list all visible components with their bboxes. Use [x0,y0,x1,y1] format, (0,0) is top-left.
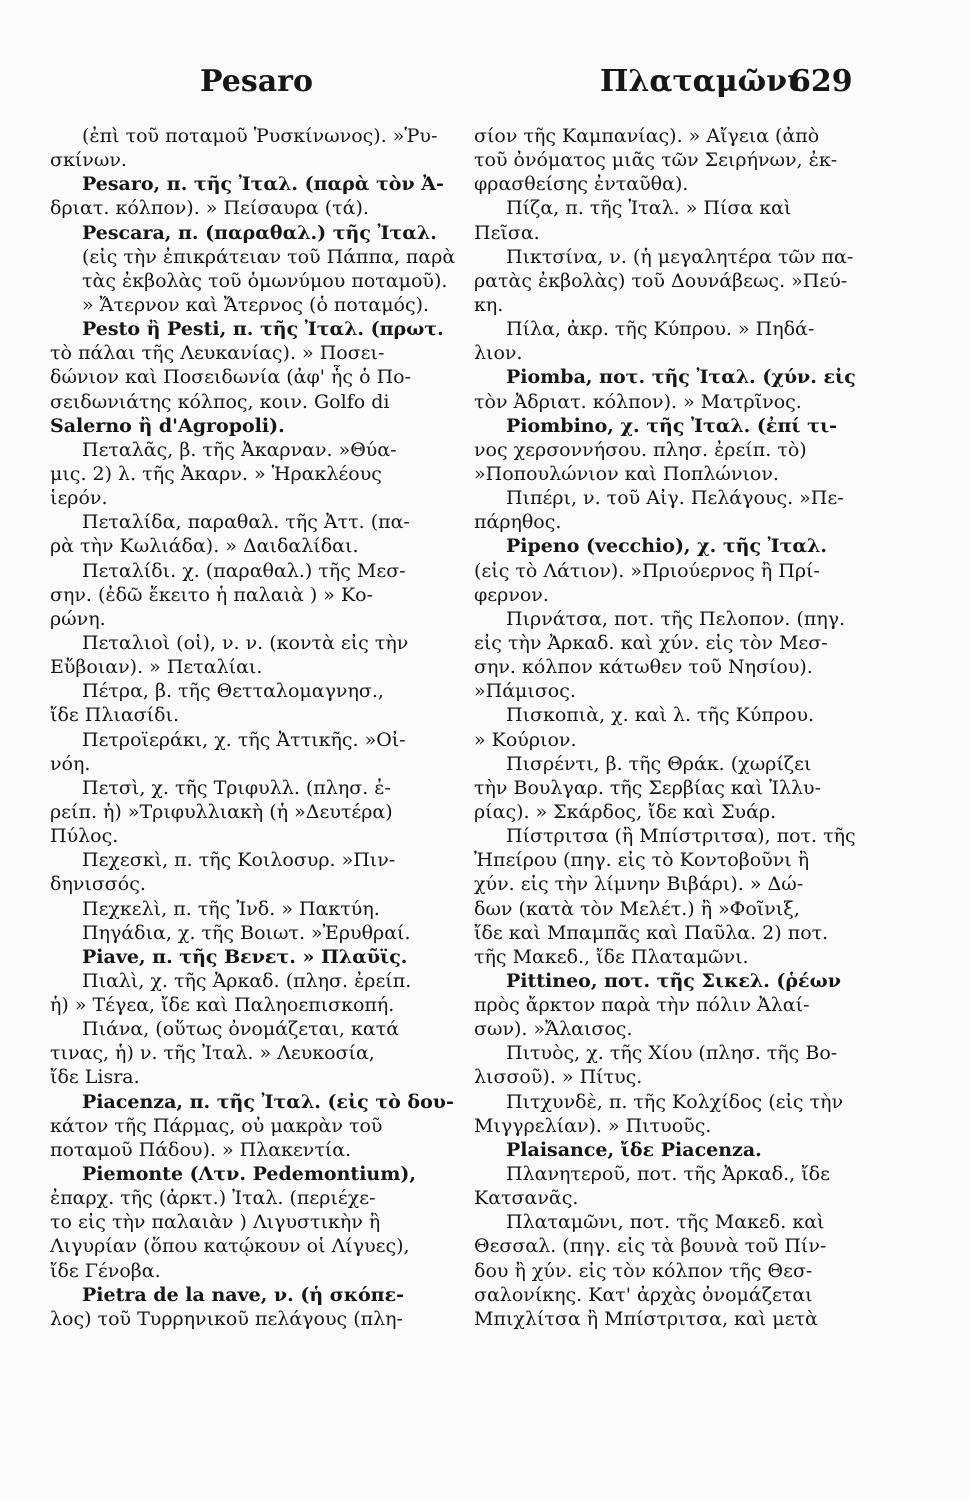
right-column-line: τῆς Μακεδ., ἴδε Πλαταμῶνι. [474,945,749,968]
left-column-line: Pietra de la nave, ν. (ἡ σκόπε- [82,1283,405,1306]
left-column-line: ρείπ. ἡ) »Τριφυλλιακὴ (ἡ »Δευτέρα) [50,800,393,823]
left-column-line: το εἰς τὴν παλαιὰν ) Λιγυστικὴν ἢ [50,1211,381,1234]
right-column-line: Piombino, χ. τῆς Ἰταλ. (ἐπί τι- [506,414,838,437]
right-column-line: Piomba, ποτ. τῆς Ἰταλ. (χύν. εἰς [506,366,856,389]
right-column-line: Pipeno (vecchio), χ. τῆς Ἰταλ. [506,535,827,558]
left-column-line: ρὰ τὴν Κωλιάδα). » Δαιδαλίδαι. [50,535,359,558]
right-column-line: νος χερσοννήσου. πλησ. ἐρείπ. τὸ) [474,438,807,461]
left-column-line: (εἰς τὴν ἐπικράτειαν τοῦ Πάππα, παρὰ [82,245,456,268]
left-column-line: τὸ πάλαι τῆς Λευκανίας). » Ποσει- [50,342,385,365]
left-column-line: τὰς ἐκβολὰς τοῦ ὁμωνύμου ποταμοῦ). [82,269,448,292]
left-column-line: Piemonte (Λτν. Pedemontium), [82,1163,416,1186]
right-column-line: Πιτυὸς, χ. τῆς Χίου (πλησ. τῆς Βο- [506,1042,838,1065]
left-column-line: Πεταλᾶς, β. τῆς Ἀκαρναν. »Θύα- [82,438,397,461]
left-column-line: Εὔβοιαν). » Πεταλίαι. [50,656,263,679]
page-header [0,64,970,114]
left-column-line: δηνισσός. [50,873,146,896]
left-column-line: ρώνη. [50,607,106,630]
right-column-line: δων (κατὰ τὸν Μελέτ.) ἢ »Φοῖνιξ, [474,897,800,920]
left-column-line: Piacenza, π. τῆς Ἰταλ. (εἰς τὸ δου- [82,1090,454,1113]
page-number: 629 [790,64,853,99]
right-column-line: Μπιχλίτσα ἢ Μπίστριτσα, καὶ μετὰ [474,1307,818,1330]
right-column-line: κη. [474,293,504,316]
left-column [50,124,465,1331]
left-column-line: Πιαλὶ, χ. τῆς Ἀρκαδ. (πλησ. ἐρείπ. [82,969,412,992]
right-column-line: »Ποπουλώνιον καὶ Ποπλώνιον. [474,462,779,485]
right-column-line: πρὸς ἄρκτον παρὰ τὴν πόλιν Ἀλαί- [474,994,810,1017]
right-column-line: Ἠπείρου (πηγ. εἰς τὸ Κοντοβοῦνι ἢ [474,849,810,872]
left-column-line: Πύλος. [50,825,119,848]
left-column-line: νόη. [50,752,91,775]
right-column-line: Πικτσίνα, ν. (ἡ μεγαλητέρα τῶν πα- [506,245,854,268]
right-column-line: τὴν Βουλγαρ. τῆς Σερβίας καὶ Ἰλλυ- [474,776,822,799]
right-column-line: Μιγγρελίαν). » Πιτυοῦς. [474,1114,712,1137]
left-column-line: Πετσὶ, χ. τῆς Τριφυλλ. (πλησ. ἐ- [82,776,391,799]
right-column-line: σαλονίκης. Κατ' ἀρχὰς ὀνομάζεται [474,1283,813,1306]
right-column-line: Πίζα, π. τῆς Ἰταλ. » Πίσα καὶ [506,197,792,220]
left-column-line: ἴδε Lisra. [50,1066,140,1089]
right-column [474,124,874,1331]
right-column-line: σην. κόλπον κάτωθεν τοῦ Νησίου). [474,656,813,679]
right-column-line: τὸν Ἀδριατ. κόλπον). » Ματρῖνος. [474,390,802,413]
left-column-line: Pesto ἢ Pesti, π. τῆς Ἰταλ. (πρωτ. [82,318,444,341]
right-column-line: Πίστριτσα (ἢ Μπίστριτσα), ποτ. τῆς [506,825,856,848]
left-column-line: Πεταλιοὶ (οἱ), ν. ν. (κοντὰ εἰς τὴν [82,631,409,654]
left-column-line: Λιγυρίαν (ὅπου κατῴκουν οἱ Λίγυες), [50,1235,410,1258]
left-column-line: Pescara, π. (παραθαλ.) τῆς Ἰταλ. [82,221,437,244]
right-column-line: Πιπέρι, ν. τοῦ Αἰγ. Πελάγους. »Πε- [506,487,844,510]
left-column-line: κάτον τῆς Πάρμας, οὐ μακρὰν τοῦ [50,1114,383,1137]
right-column-line: (εἰς τὸ Λάτιον). »Πριούερνος ἢ Πρί- [474,559,820,582]
left-column-line: Salerno ἢ d'Agropoli). [50,414,285,437]
right-column-line: λιον. [474,342,523,365]
left-column-line: ποταμοῦ Πάδου). » Πλακεντία. [50,1138,352,1161]
left-column-line: ἱερόν. [50,487,108,510]
right-column-line: φρασθείσης ἐνταῦθα). [474,173,689,196]
right-column-line: Πίλα, ἀκρ. τῆς Κύπρου. » Πηδά- [506,318,815,341]
header-left-keyword: Pesaro [200,64,313,99]
left-column-line: Πέτρα, β. τῆς Θετταλομαγνησ., [82,680,384,703]
header-right-keyword: Πλαταμῶνι [600,64,802,99]
left-column-line: δώνιον καὶ Ποσειδωνία (ἀφ' ἧς ὁ Πο- [50,366,412,389]
left-column-line: τινας, ἡ) ν. τῆς Ἰταλ. » Λευκοσία, [50,1042,375,1065]
right-column-line: »Πάμισος. [474,680,576,703]
left-column-line: ἡ) » Τέγεα, ἴδε καὶ Παληοεπισκοπή. [50,994,395,1017]
left-column-line: δριατ. κόλπον). » Πείσαυρα (τά). [50,197,369,220]
right-column-line: σων). »Ἄλαισος. [474,1018,633,1041]
left-column-line: ἴδε Γένοβα. [50,1259,161,1282]
left-column-line: ἴδε Πλιασίδι. [50,704,180,727]
left-column-line: Πιάνα, (οὕτως ὀνομάζεται, κατά [82,1018,400,1041]
right-column-line: χύν. εἰς τὴν λίμνην Βιβάρι). » Δώ- [474,873,804,896]
right-column-line: ἴδε καὶ Μπαμπᾶς καὶ Παῦλα. 2) ποτ. [474,921,829,944]
left-column-line: Πεχεσκὶ, π. τῆς Κοιλοσυρ. »Πιν- [82,849,396,872]
right-column-line: τοῦ ὀνόματος μιᾶς τῶν Σειρήνων, ἐκ- [474,149,838,172]
right-column-line: Θεσσαλ. (πηγ. εἰς τὰ βουνὰ τοῦ Πίν- [474,1235,827,1258]
left-column-line: Πετροϊεράκι, χ. τῆς Ἀττικῆς. »Οἰ- [82,728,406,751]
right-column-line: Κατσανᾶς. [474,1187,579,1210]
right-column-line: φερνον. [474,583,549,606]
left-column-line: σην. (ἐδῶ ἔκειτο ἡ παλαιὰ ) » Κο- [50,583,374,606]
right-column-line: Πισκοπιὰ, χ. καὶ λ. τῆς Κύπρου. [506,704,815,727]
right-column-line: Pittineo, ποτ. τῆς Σικελ. (ῥέων [506,969,841,992]
left-column-line: » Ἄτερνον καὶ Ἄτερνος (ὁ ποταμός). [82,293,430,316]
left-column-line: Pesaro, π. τῆς Ἰταλ. (παρὰ τὸν Ἀ- [82,173,444,196]
right-column-line: σίον τῆς Καμπανίας). » Αἴγεια (ἀπὸ [474,125,820,147]
left-column-line: Piave, π. τῆς Βενετ. » Πλαῦϊς. [82,945,408,968]
left-column-line: (ἐπὶ τοῦ ποταμοῦ Ῥυσκίνωνος). »Ῥυ- [82,125,438,147]
left-column-line: λος) τοῦ Τυρρηνικοῦ πελάγους (πλη- [50,1307,403,1330]
right-column-line: δου ἢ χύν. εἰς τὸν κόλπον τῆς Θεσ- [474,1259,813,1282]
right-column-line: Πισρέντι, β. τῆς Θράκ. (χωρίζει [506,752,812,775]
left-column-line: σκίνων. [50,149,127,172]
right-column-line: Πιτχυνδὲ, π. τῆς Κολχίδος (εἰς τὴν [506,1090,844,1113]
right-column-line: ρατὰς ἐκβολὰς) τοῦ Δουνάβεως. »Πεύ- [474,269,848,292]
right-column-line: ρίας). » Σκάρδος, ἴδε καὶ Συάρ. [474,800,777,823]
right-column-line: εἰς τὴν Ἀρκαδ. καὶ χύν. εἰς τὸν Μεσ- [474,631,828,654]
left-column-line: μις. 2) λ. τῆς Ἀκαρν. » Ἡρακλέους [50,462,382,485]
left-column-line: Πεχκελὶ, π. τῆς Ἰνδ. » Πακτύη. [82,897,380,920]
left-column-line: σειδωνιάτης κόλπος, κοιν. Golfo di [50,390,390,413]
right-column-line: Πλαταμῶνι, ποτ. τῆς Μακεδ. καὶ [506,1211,825,1234]
left-column-line: Πηγάδια, χ. τῆς Βοιωτ. »Ἐρυθραί. [82,921,411,944]
right-column-line: » Κούριον. [474,728,577,751]
right-column-line: Πλανητεροῦ, ποτ. τῆς Ἀρκαδ., ἴδε [506,1163,830,1186]
left-column-line: ἐπαρχ. τῆς (ἀρκτ.) Ἰταλ. (περιέχε- [50,1187,376,1210]
left-column-line: Πεταλίδα, παραθαλ. τῆς Ἀττ. (πα- [82,511,410,534]
left-column-line: Πεταλίδι. χ. (παραθαλ.) τῆς Μεσ- [82,559,406,582]
right-column-line: λισσοῦ). » Πίτυς. [474,1066,643,1089]
right-column-line: πάρηθος. [474,511,562,534]
right-column-line: Πιρνάτσα, ποτ. τῆς Πελοπον. (πηγ. [506,607,846,630]
right-column-line: Plaisance, ἴδε Piacenza. [506,1138,762,1161]
right-column-line: Πεῖσα. [474,221,540,244]
